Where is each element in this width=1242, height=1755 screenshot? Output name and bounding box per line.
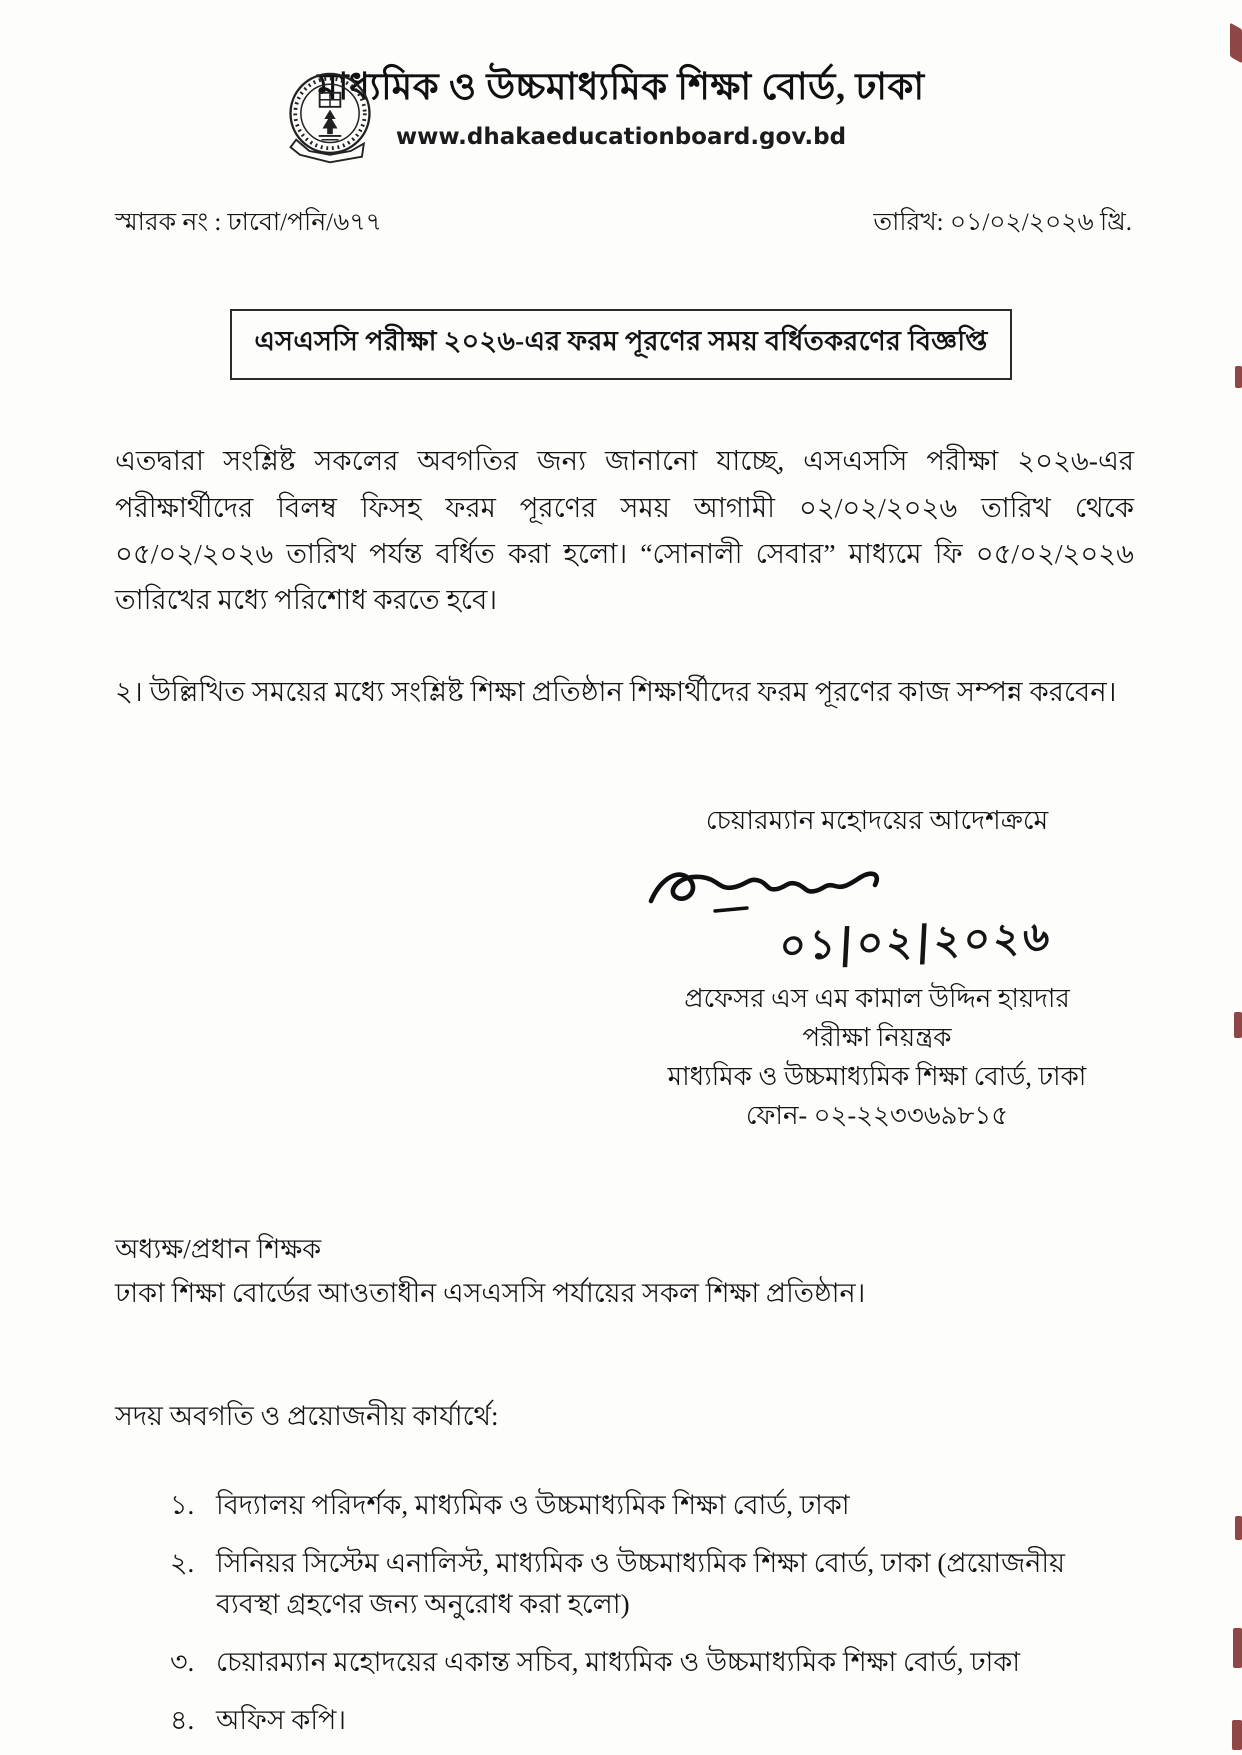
education-board-seal-icon [283,66,377,174]
item-text: চেয়ারম্যান মহোদয়ের একান্ত সচিব, মাধ্যমিক ও উচ্চমাধ্যমিক শিক্ষা বোর্ড, ঢাকা [216,1647,1021,1678]
signature-block [617,801,1137,1134]
item-text: অফিস কপি। [216,1705,347,1736]
memo-row [0,202,1242,245]
addressee-block [0,1227,1242,1316]
scan-artifact [1235,1516,1242,1540]
body-paragraph-2: ২। উল্লিখিত সময়ের মধ্যে সংশ্লিষ্ট শিক্ষা প্রতিষ্ঠান শিক্ষার্থীদের ফরম পূরণের কাজ সম্পন্ন করবেন। [115,676,1117,708]
notice-subject-box: এসএসসি পরীক্ষা ২০২৬-এর ফরম পূরণের সময় বর্ধিতকরণের বিজ্ঞপ্তি [230,309,1011,380]
distribution-list [0,1485,1242,1742]
scan-artifact [1232,1720,1242,1750]
item-number: ১. [170,1489,195,1520]
handwritten-signature-icon [645,855,945,917]
distribution-item [170,1642,1112,1684]
scan-artifact [1230,23,1242,64]
item-text: সিনিয়র সিস্টেম এনালিস্ট, মাধ্যমিক ও উচ্চমাধ্যমিক শিক্ষা বোর্ড, ঢাকা (প্রয়োজনীয় ব্যবস্থা গ্রহণের জন্য অনুরোধ করা হলো) [216,1547,1066,1620]
signatory-organization: মাধ্যমিক ও উচ্চমাধ্যমিক শিক্ষা বোর্ড, ঢাকা [667,1061,1087,1091]
website-url: www.dhakaeducationboard.gov.bd [395,124,847,151]
addressee-title: অধ্যক্ষ/প্রধান শিক্ষক [115,1233,322,1264]
item-number: ২. [170,1547,195,1578]
item-number: ৩. [170,1647,195,1678]
addressee-detail: ঢাকা শিক্ষা বোর্ডের আওতাধীন এসএসসি পর্যায়ের সকল শিক্ষা প্রতিষ্ঠান। [115,1278,866,1309]
scan-artifact [1233,1628,1242,1668]
item-number: ৪. [170,1705,195,1736]
item-text: বিদ্যালয় পরিদর্শক, মাধ্যমিক ও উচ্চমাধ্যমিক শিক্ষা বোর্ড, ঢাকা [216,1489,850,1520]
signatory-name: প্রফেসর এস এম কামাল উদ্দিন হায়দার [684,983,1070,1013]
by-order-text: চেয়ারম্যান মহোদয়ের আদেশক্রমে [705,805,1049,836]
document-header [0,0,1242,150]
memo-number: স্মারক নং : ঢাবো/পনি/৬৭৭ [115,209,382,237]
body-paragraph-1: এতদ্বারা সংশ্লিষ্ট সকলের অবগতির জন্য জানানো যাচ্ছে, এসএসসি পরীক্ষা ২০২৬-এর পরীক্ষার্থীদের বিলম্ব ফিসহ ফরম পূরণের সময় আগামী ০২/০২/২০২৬ তারিখ থেকে ০৫/০২/২০২৬ তারিখ পর্যন্ত বর্ধিত করা হলো। “সোনালী সেবার” মাধ্যমে ফি ০৫/০২/২০২৬ তারিখের মধ্যে পরিশোধ করতে হবে। [115,445,1134,615]
distribution-item [170,1700,1112,1742]
issue-date: তারিখ: ০১/০২/২০২৬ খ্রি. [873,209,1132,237]
distribution-heading: সদয় অবগতি ও প্রয়োজনীয় কার্যার্থে: [115,1400,499,1431]
org-name: মাধ্যমিক ও উচ্চমাধ্যমিক শিক্ষা বোর্ড, ঢাকা [317,67,925,108]
distribution-item [170,1485,1112,1527]
signatory-phone: ফোন- ০২-২২৩৩৬৯৮১৫ [745,1100,1009,1130]
signatory-designation: পরীক্ষা নিয়ন্ত্রক [802,1022,952,1052]
scan-artifact [1235,366,1242,388]
scan-artifact [1234,1012,1242,1038]
distribution-item [170,1543,1112,1627]
handwritten-date: ০১|০২|২০২৬ [778,912,1054,970]
